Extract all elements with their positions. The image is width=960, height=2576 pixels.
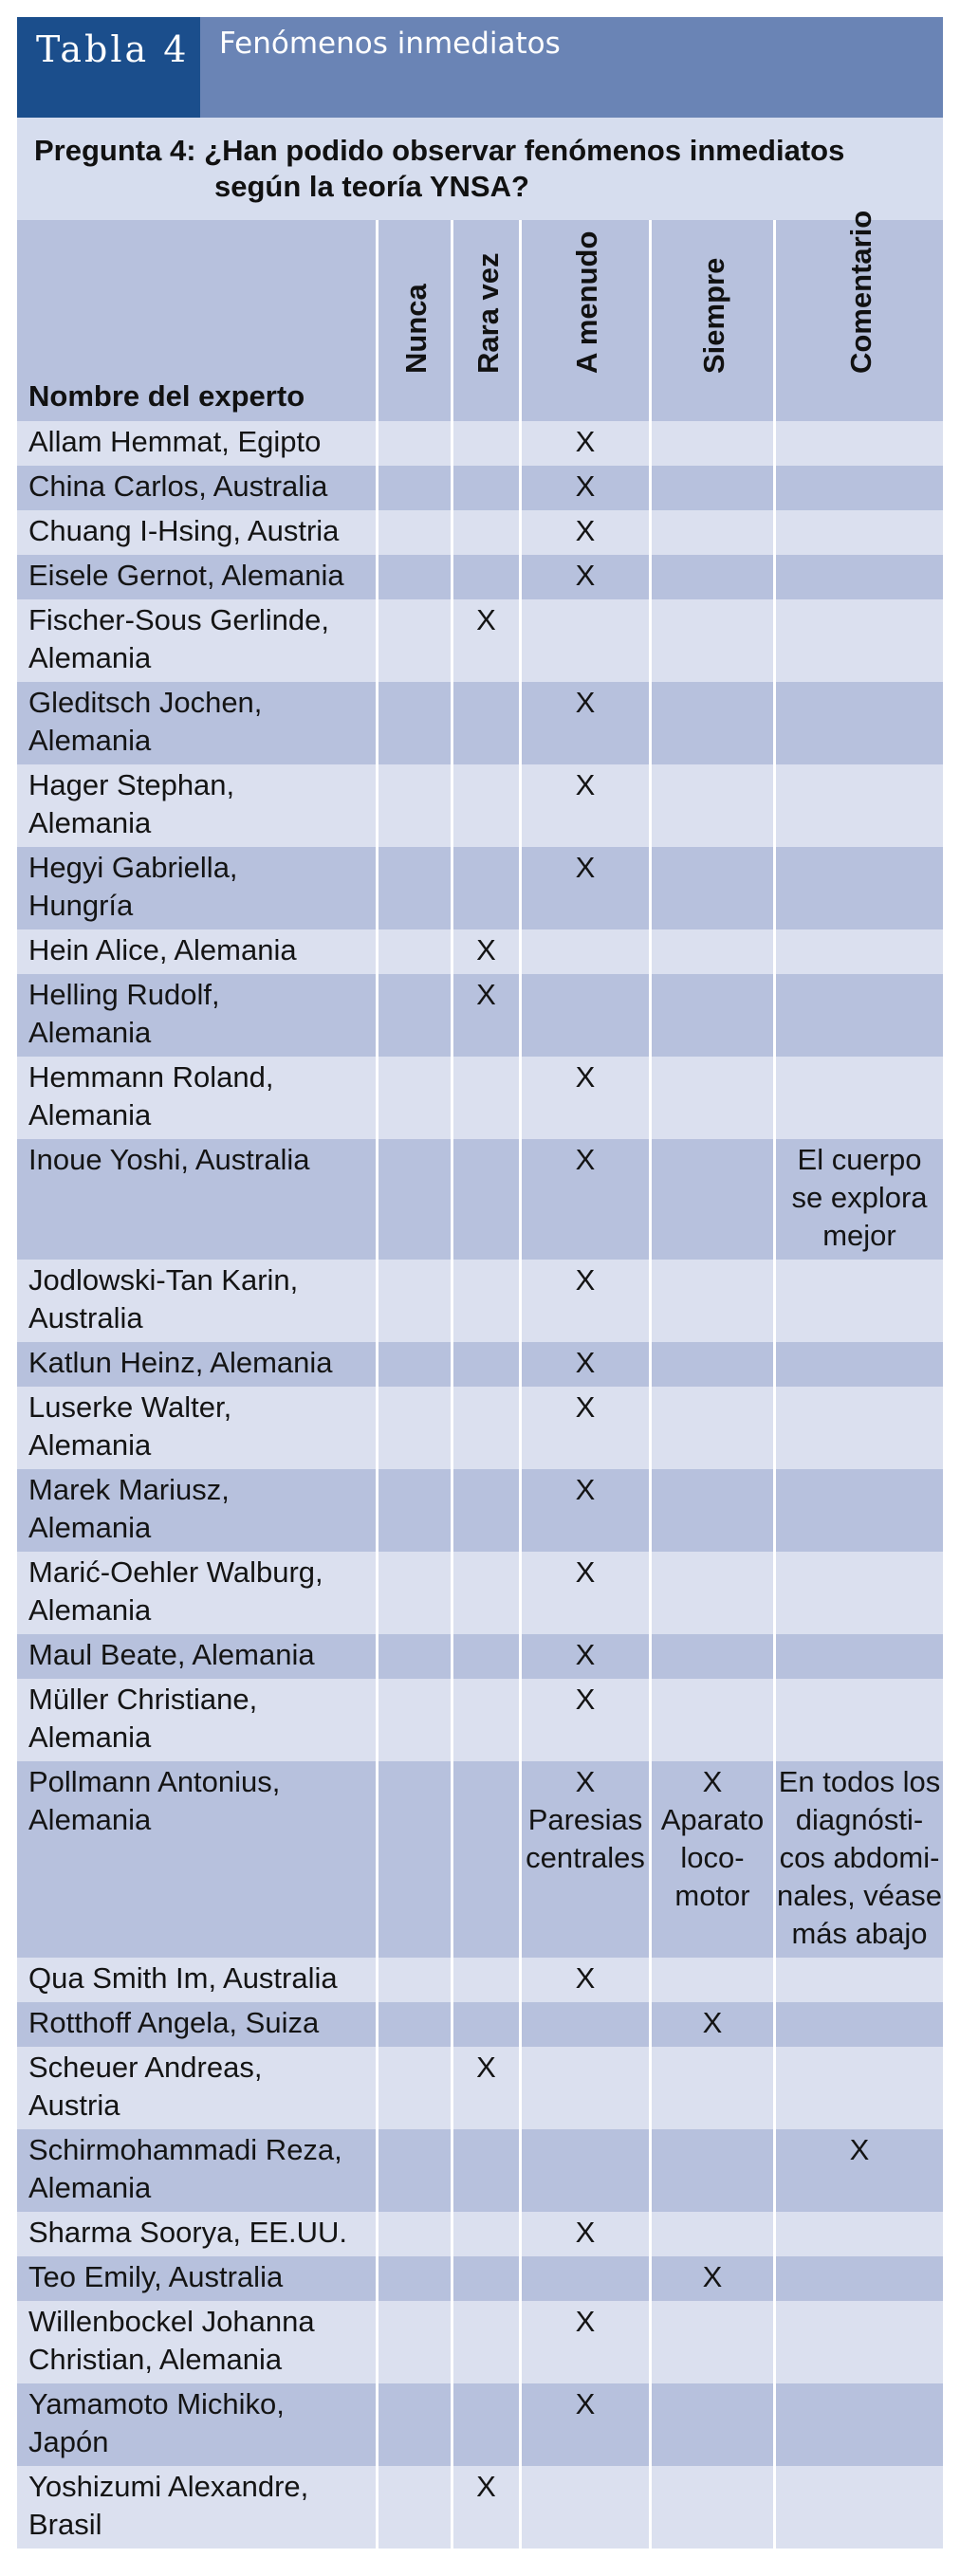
- rating-cell: X: [522, 2301, 652, 2383]
- rating-cell: X: [522, 1469, 652, 1552]
- rating-cell: [776, 2047, 943, 2129]
- rating-cell: [652, 599, 776, 682]
- rating-cell: X: [522, 1958, 652, 2002]
- rating-cell: X: [522, 1552, 652, 1634]
- rating-cell: X: [522, 1634, 652, 1679]
- column-header-nunca: [378, 220, 453, 421]
- rating-cell: [378, 510, 453, 555]
- expert-name: Hemmann Roland, Alemania: [17, 1057, 378, 1139]
- expert-name: Scheuer Andreas, Austria: [17, 2047, 378, 2129]
- rating-cell: [776, 682, 943, 764]
- table-tag: Tabla 4: [17, 17, 200, 118]
- column-header-name-label: Nombre del experto: [28, 379, 305, 413]
- rating-cell: En todos los diagnósti- cos abdomi- nales, véase más abajo: [776, 1765, 943, 1950]
- rating-cell: X: [522, 1139, 652, 1260]
- rating-cell: [378, 974, 453, 1057]
- expert-name: Willenbockel Johanna Christian, Alemania: [17, 2301, 378, 2383]
- rating-cell: [522, 2256, 652, 2301]
- expert-name: Eisele Gernot, Alemania: [17, 555, 378, 599]
- expert-name: Qua Smith Im, Australia: [17, 1958, 378, 2002]
- rating-cell: [453, 1634, 522, 1679]
- rating-cell: [522, 2466, 652, 2548]
- expert-name: Hegyi Gabriella, Hungría: [17, 847, 378, 929]
- rating-cell: [776, 929, 943, 974]
- rating-cell: X: [522, 764, 652, 847]
- column-header-a-menudo: [522, 220, 652, 421]
- rating-cell: [453, 2383, 522, 2466]
- rating-cell: [776, 1634, 943, 1679]
- rating-cell: [453, 1057, 522, 1139]
- rating-cell: [652, 510, 776, 555]
- table-row: [17, 1139, 943, 1260]
- column-header-rara-vez: [453, 220, 522, 421]
- table-row: [17, 682, 943, 764]
- rating-cell: X: [522, 1387, 652, 1469]
- rating-cell: [652, 1679, 776, 1761]
- table-4: [17, 17, 943, 2548]
- rating-cell: [378, 847, 453, 929]
- rating-cell: [652, 2383, 776, 2466]
- rating-cell: X: [522, 421, 652, 466]
- rating-cell: [453, 2301, 522, 2383]
- rating-cell: El cuerpo se explora mejor: [791, 1143, 928, 1252]
- expert-name: Jodlowski-Tan Karin, Australia: [17, 1260, 378, 1342]
- table-row: [17, 1057, 943, 1139]
- expert-name: Fischer-Sous Gerlinde, Alemania: [17, 599, 378, 682]
- rating-cell: [652, 1634, 776, 1679]
- expert-name: Helling Rudolf, Alemania: [17, 974, 378, 1057]
- rating-cell: [652, 764, 776, 847]
- rating-cell: [378, 466, 453, 510]
- table-row: [17, 1260, 943, 1342]
- rating-cell: [652, 2129, 776, 2212]
- rating-cell: [776, 1958, 943, 2002]
- rating-cell: [652, 1139, 776, 1260]
- table-row: [17, 1552, 943, 1634]
- rating-cell: X: [522, 1679, 652, 1761]
- expert-name: Teo Emily, Australia: [17, 2256, 378, 2301]
- rating-cell: [453, 764, 522, 847]
- rating-cell: [453, 1552, 522, 1634]
- table-row: [17, 2301, 943, 2383]
- column-header-nunca-label: Nunca: [399, 284, 433, 374]
- rating-cell: X Paresias centrales: [522, 1761, 652, 1958]
- rating-cell: [652, 929, 776, 974]
- expert-name: Luserke Walter, Alemania: [17, 1387, 378, 1469]
- rating-cell: X: [453, 2466, 522, 2548]
- rating-cell: [652, 1469, 776, 1552]
- rating-cell: [453, 2129, 522, 2212]
- table-row: [17, 466, 943, 510]
- rating-cell: [453, 1679, 522, 1761]
- rating-cell: X: [522, 2212, 652, 2256]
- expert-name: Rotthoff Angela, Suiza: [17, 2002, 378, 2047]
- rating-cell: [378, 2002, 453, 2047]
- rating-cell: [378, 1469, 453, 1552]
- table-row: [17, 2212, 943, 2256]
- expert-name: Marić-Oehler Walburg, Alemania: [17, 1552, 378, 1634]
- rating-cell: [378, 2383, 453, 2466]
- rating-cell: [453, 510, 522, 555]
- rating-cell: [522, 974, 652, 1057]
- rating-cell: [776, 2212, 943, 2256]
- question-line-2: según la teoría YNSA?: [214, 170, 529, 203]
- rating-cell: X: [522, 2383, 652, 2466]
- rating-cell: [652, 421, 776, 466]
- rating-cell: [652, 847, 776, 929]
- expert-name: Maul Beate, Alemania: [17, 1634, 378, 1679]
- rating-cell: [378, 1387, 453, 1469]
- expert-name: Schirmohammadi Reza, Alemania: [17, 2129, 378, 2212]
- rating-cell: [652, 1958, 776, 2002]
- expert-name: Katlun Heinz, Alemania: [17, 1342, 378, 1387]
- rating-cell: [453, 1958, 522, 2002]
- rating-cell: [776, 2256, 943, 2301]
- rating-cell: [378, 1057, 453, 1139]
- expert-name: Gleditsch Jochen, Alemania: [17, 682, 378, 764]
- rating-cell: [776, 421, 943, 466]
- expert-name: Marek Mariusz, Alemania: [17, 1469, 378, 1552]
- rating-cell: [378, 2256, 453, 2301]
- rating-cell: [776, 510, 943, 555]
- rating-cell: [776, 1342, 943, 1387]
- rating-cell: [652, 1342, 776, 1387]
- rating-cell: [652, 1057, 776, 1139]
- rating-cell: [776, 1260, 943, 1342]
- table-title: Fenómenos inmediatos: [219, 27, 561, 61]
- rating-cell: [776, 764, 943, 847]
- rating-cell: [522, 929, 652, 974]
- rating-cell: [378, 764, 453, 847]
- rating-cell: X: [453, 2047, 522, 2129]
- rating-cell: [652, 974, 776, 1057]
- rating-cell: [378, 555, 453, 599]
- table-row: [17, 2466, 943, 2548]
- rating-cell: [652, 555, 776, 599]
- table-row: [17, 2383, 943, 2466]
- rating-cell: [776, 2383, 943, 2466]
- rating-cell: [453, 847, 522, 929]
- table-row: [17, 2129, 943, 2212]
- rating-cell: [776, 974, 943, 1057]
- rating-cell: X: [522, 466, 652, 510]
- column-header-rara-vez-label: Rara vez: [471, 252, 505, 374]
- rating-cell: [453, 1761, 522, 1958]
- rating-cell: [453, 555, 522, 599]
- rating-cell: [378, 1260, 453, 1342]
- rating-cell: [378, 1552, 453, 1634]
- rating-cell: [378, 682, 453, 764]
- rating-cell: [522, 2047, 652, 2129]
- expert-name: Allam Hemmat, Egipto: [17, 421, 378, 466]
- column-header-comentario: [776, 210, 943, 421]
- rating-cell: [378, 2047, 453, 2129]
- rating-cell: [776, 847, 943, 929]
- rating-cell: [776, 1387, 943, 1469]
- rating-cell: X: [522, 847, 652, 929]
- rating-cell: [776, 1679, 943, 1761]
- expert-name: Müller Christiane, Alemania: [17, 1679, 378, 1761]
- rating-cell: X: [453, 599, 522, 682]
- rating-cell: [776, 555, 943, 599]
- rating-cell: [652, 1387, 776, 1469]
- column-header-siempre: [652, 220, 776, 421]
- expert-name: China Carlos, Australia: [17, 466, 378, 510]
- rating-cell: X: [522, 1342, 652, 1387]
- table-row: [17, 1679, 943, 1761]
- expert-name: Hager Stephan, Alemania: [17, 764, 378, 847]
- rating-cell: [652, 1260, 776, 1342]
- rating-cell: [453, 1387, 522, 1469]
- rating-cell: [776, 599, 943, 682]
- rating-cell: X: [522, 1260, 652, 1342]
- expert-name: Sharma Soorya, EE.UU.: [17, 2212, 378, 2256]
- table-row: [17, 421, 943, 466]
- rating-cell: X: [453, 974, 522, 1057]
- rating-cell: X: [522, 682, 652, 764]
- table-row: [17, 1761, 943, 1958]
- table-row: [17, 847, 943, 929]
- rating-cell: [522, 599, 652, 682]
- column-header-siempre-label: Siempre: [697, 257, 730, 374]
- rating-cell: [652, 466, 776, 510]
- rating-cell: [453, 1260, 522, 1342]
- rating-cell: [453, 466, 522, 510]
- column-header-row: [17, 210, 943, 421]
- expert-name: Yamamoto Michiko, Japón: [17, 2383, 378, 2466]
- column-header-name: [17, 220, 378, 421]
- rating-cell: [378, 1139, 453, 1260]
- rating-cell: [652, 2212, 776, 2256]
- rating-cell: X: [522, 1057, 652, 1139]
- rating-cell: [453, 1469, 522, 1552]
- rating-cell: X: [652, 2002, 776, 2047]
- expert-name: Hein Alice, Alemania: [17, 929, 378, 974]
- table-header: [17, 17, 943, 118]
- rating-cell: X: [849, 2133, 870, 2166]
- rating-cell: X: [652, 2256, 776, 2301]
- rating-cell: [522, 2002, 652, 2047]
- table-row: [17, 974, 943, 1057]
- rating-cell: [378, 2212, 453, 2256]
- question-line-1: Pregunta 4: ¿Han podido observar fenómenos inmediatos: [34, 134, 845, 167]
- rating-cell: [776, 1552, 943, 1634]
- table-row: [17, 1634, 943, 1679]
- expert-name: Chuang I-Hsing, Austria: [17, 510, 378, 555]
- rating-cell: [776, 1057, 943, 1139]
- rating-cell: [453, 2212, 522, 2256]
- column-header-a-menudo-label: A menudo: [570, 230, 603, 374]
- rating-cell: [776, 2466, 943, 2548]
- table-row: [17, 1469, 943, 1552]
- rating-cell: [378, 599, 453, 682]
- rating-cell: [776, 2002, 943, 2047]
- table-row: [17, 764, 943, 847]
- rating-cell: X: [522, 555, 652, 599]
- rating-cell: [652, 1552, 776, 1634]
- rating-cell: [378, 2301, 453, 2383]
- rating-cell: X: [453, 929, 522, 974]
- rating-cell: [652, 2047, 776, 2129]
- rating-cell: [378, 929, 453, 974]
- rating-cell: [522, 2129, 652, 2212]
- rating-cell: [378, 1634, 453, 1679]
- table-body: [17, 421, 943, 2548]
- table-row: [17, 2256, 943, 2301]
- table-row: [17, 2047, 943, 2129]
- rating-cell: [378, 421, 453, 466]
- rating-cell: [652, 2466, 776, 2548]
- table-row: [17, 2002, 943, 2047]
- rating-cell: [378, 1342, 453, 1387]
- rating-cell: [378, 1958, 453, 2002]
- rating-cell: [652, 2301, 776, 2383]
- rating-cell: [776, 2301, 943, 2383]
- expert-name: Yoshizumi Alexandre, Brasil: [17, 2466, 378, 2548]
- table-row: [17, 599, 943, 682]
- table-row: [17, 1342, 943, 1387]
- rating-cell: [453, 421, 522, 466]
- rating-cell: [776, 1469, 943, 1552]
- rating-cell: [453, 1342, 522, 1387]
- table-row: [17, 929, 943, 974]
- table-row: [17, 510, 943, 555]
- rating-cell: [652, 682, 776, 764]
- rating-cell: [378, 1761, 453, 1958]
- rating-cell: [776, 466, 943, 510]
- table-row: [17, 1387, 943, 1469]
- rating-cell: [453, 2002, 522, 2047]
- table-row: [17, 1958, 943, 2002]
- expert-name: Inoue Yoshi, Australia: [17, 1139, 378, 1260]
- rating-cell: [453, 2256, 522, 2301]
- question: [17, 118, 943, 220]
- rating-cell: [378, 2129, 453, 2212]
- column-header-comentario-label: Comentario: [844, 210, 877, 374]
- expert-name: Pollmann Antonius, Alemania: [17, 1761, 378, 1958]
- rating-cell: [453, 1139, 522, 1260]
- table-row: [17, 555, 943, 599]
- rating-cell: [378, 1679, 453, 1761]
- rating-cell: X: [522, 510, 652, 555]
- rating-cell: [453, 682, 522, 764]
- rating-cell: X Aparato loco- motor: [652, 1761, 776, 1958]
- rating-cell: [378, 2466, 453, 2548]
